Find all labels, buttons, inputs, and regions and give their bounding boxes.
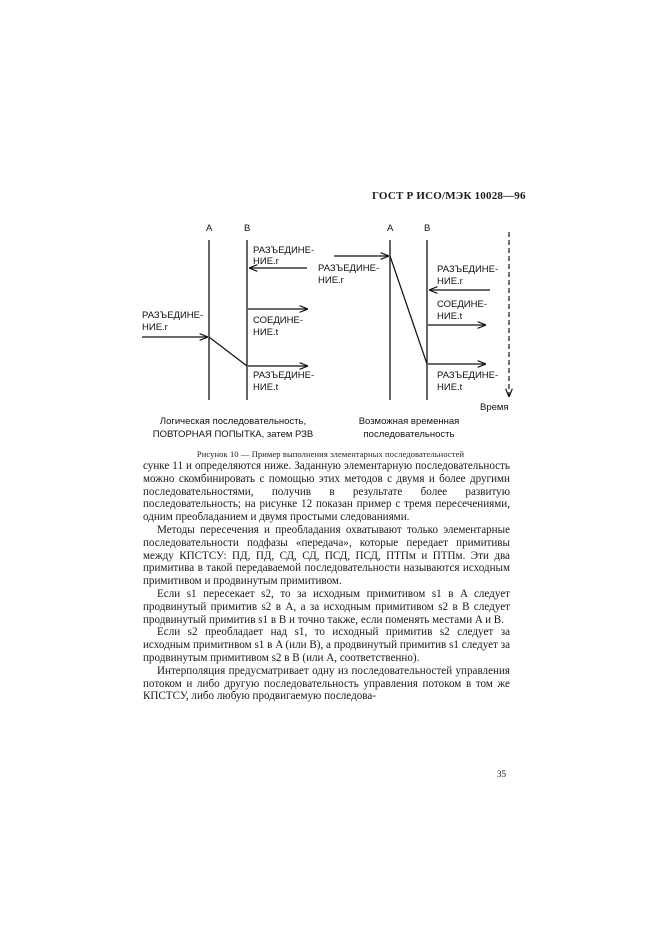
left-label-b: B — [244, 223, 251, 234]
left-msg2-label-line1: СОЕДИНЕ- — [253, 315, 304, 326]
left-incoming-label-line1: РАЗЪЕДИНЕ- — [142, 310, 204, 321]
body-text — [143, 460, 510, 703]
right-caption-line2: последовательность — [363, 429, 455, 440]
left-diagram — [142, 223, 314, 440]
left-diagonal-a-to-b — [209, 337, 247, 366]
right-label-b: B — [424, 223, 431, 234]
time-axis-label: Время — [480, 402, 509, 413]
left-msg2-label-line2: НИЕ.t — [253, 327, 279, 338]
right-caption-line1: Возможная временная — [358, 416, 460, 427]
right-diagonal-a-to-b — [390, 256, 427, 364]
paragraph: Если s1 пересекает s2, то за исходным примитивом s1 в A следует продвинутый примитив s2 в A, а за исходным примитивом s2 в B следует продвинутый примитив s1 в B и точно также, если поменять местами A и B. — [143, 587, 510, 626]
left-caption-line1: Логическая последовательность, — [159, 416, 307, 427]
right-msg2-label-line1: СОЕДИНЕ- — [437, 299, 488, 310]
paragraph: сунке 11 и определяются ниже. Заданную элементарную последовательность можно скомбинировать с помощью этих методов с двумя и более другими последовательностями, получив в результате более развитую последовательность; на рисунке 12 показан пример с тремя пересечениями, одним преобладанием и двумя простыми следованиями. — [143, 460, 510, 524]
document-header: ГОСТ Р ИСО/МЭК 10028—96 — [372, 190, 526, 202]
right-incoming-label-line2: НИЕ.r — [318, 275, 344, 286]
paragraph: Интерполяция предусматривает одну из последовательностей управления потоком и либо другую последовательность управления потоком в том же КПСТСУ, либо любую продвигаемую последова- — [143, 664, 510, 703]
paragraph: Если s2 преобладает над s1, то исходный примитив s2 следует за исходным примитивом s1 в A (или B), а продвинутый примитив s1 следует за продвинутым примитивом s2 в B (или A, соответственно). — [143, 626, 510, 664]
right-msg2-label-line2: НИЕ.t — [437, 311, 463, 322]
left-msg3-label-line1: РАЗЪЕДИНЕ- — [253, 370, 315, 381]
right-incoming-label-line1: РАЗЪЕДИНЕ- — [318, 263, 380, 274]
left-label-a: A — [206, 223, 213, 234]
left-msg3-label-line2: НИЕ.t — [253, 382, 279, 393]
figure-caption: Рисунок 10 — Пример выполнения элементарных последовательностей — [196, 449, 465, 459]
right-msg1-label-line1: РАЗЪЕДИНЕ- — [437, 264, 499, 275]
right-label-a: A — [387, 223, 394, 234]
paragraph: Методы пересечения и преобладания охватывают только элементарные последовательности подфазы «передача», которые передает примитивы между КПСТСУ: ПД, ПД, СД, СД, ПСД, ПСД, ПТПм и ПТПм. Эти два примитива в такой передаваемой последовательности называются исходным примитивом и продвинутым примитивом. — [143, 523, 510, 588]
page-number: 35 — [497, 769, 506, 779]
right-msg1-label-line2: НИЕ.r — [437, 276, 463, 287]
right-msg3-label-line2: НИЕ.t — [437, 382, 463, 393]
left-incoming-label-line2: НИЕ.r — [142, 322, 168, 333]
left-msg1-label-line2: НИЕ.r — [253, 256, 279, 267]
right-diagram — [318, 223, 509, 440]
right-msg3-label-line1: РАЗЪЕДИНЕ- — [437, 370, 499, 381]
left-caption-line2: ПОВТОРНАЯ ПОПЫТКА, затем РЗВ — [152, 429, 314, 440]
left-msg1-label-line1: РАЗЪЕДИНЕ- — [253, 245, 315, 256]
